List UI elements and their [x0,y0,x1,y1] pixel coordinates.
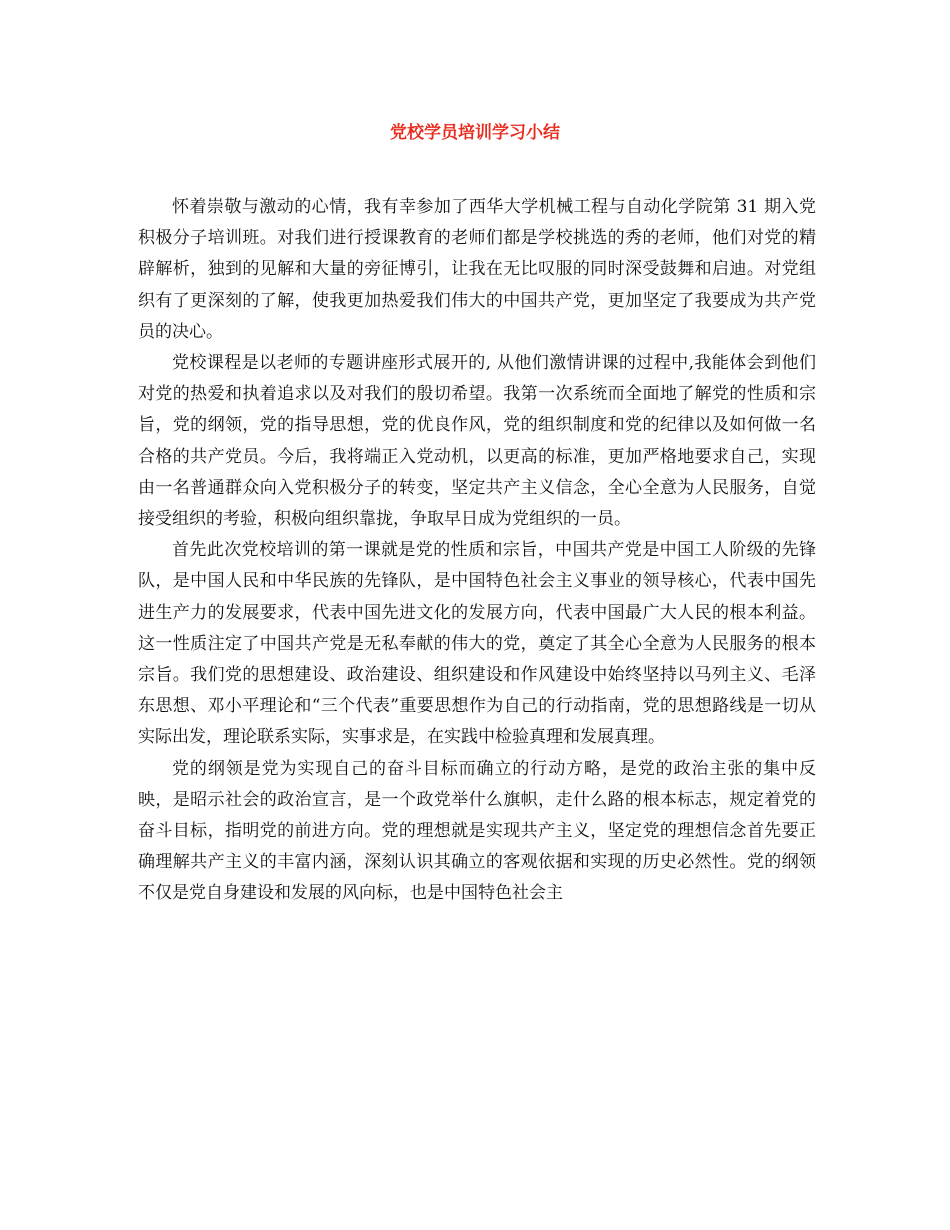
paragraph-3: 首先此次党校培训的第一课就是党的性质和宗旨，中国共产党是中国工人阶级的先锋队，是中国人民和中华民族的先锋队，是中国特色社会主义事业的领导核心，代表中国先进生产力的发展要求，代表中国先进文化的发展方向，代表中国最广大人民的根本利益。这一性质注定了中国共产党是无私奉献的伟大的党，奠定了其全心全意为人民服务的根本宗旨。我们党的思想建设、政治建设、组织建设和作风建设中始终坚持以马列主义、毛泽东思想、邓小平理论和“三个代表”重要思想作为自己的行动指南，党的思想路线是一切从实际出发，理论联系实际，实事求是，在实践中检验真理和发展真理。 [138,540,816,748]
document-title: 党校学员培训学习小结 [390,123,560,143]
document-body [138,192,816,910]
paragraph-4: 党的纲领是党为实现自己的奋斗目标而确立的行动方略，是党的政治主张的集中反映，是昭示社会的政治宣言，是一个政党举什么旗帜，走什么路的根本标志，规定着党的奋斗目标，指明党的前进方向。党的理想就是实现共产主义，坚定党的理想信念首先要正确理解共产主义的丰富内涵，深刻认识其确立的客观依据和实现的历史必然性。党的纲领不仅是党自身建设和发展的风向标，也是中国特色社会主 [138,758,816,904]
paragraph-2: 党校课程是以老师的专题讲座形式展开的, 从他们激情讲课的过程中,我能体会到他们对党的热爱和执着追求以及对我们的殷切希望。我第一次系统而全面地了解党的性质和宗旨，党的纲领，党的指导思想，党的优良作风，党的组织制度和党的纪律以及如何做一名合格的共产党员。今后，我将端正入党动机，以更高的标准，更加严格地要求自己，实现由一名普通群众向入党积极分子的转变，坚定共产主义信念，全心全意为人民服务，自觉接受组织的考验，积极向组织靠拢，争取早日成为党组织的一员。 [138,353,816,530]
paragraph-1: 怀着崇敬与激动的心情，我有幸参加了西华大学机械工程与自动化学院第 31 期入党积极分子培训班。对我们进行授课教育的老师们都是学校挑选的秀的老师，他们对党的精辟解析，独到的见解和大量的旁征博引，让我在无比叹服的同时深受鼓舞和启迪。对党组织有了更深刻的了解，使我更加热爱我们伟大的中国共产党，更加坚定了我要成为共产党员的决心。 [138,197,816,342]
